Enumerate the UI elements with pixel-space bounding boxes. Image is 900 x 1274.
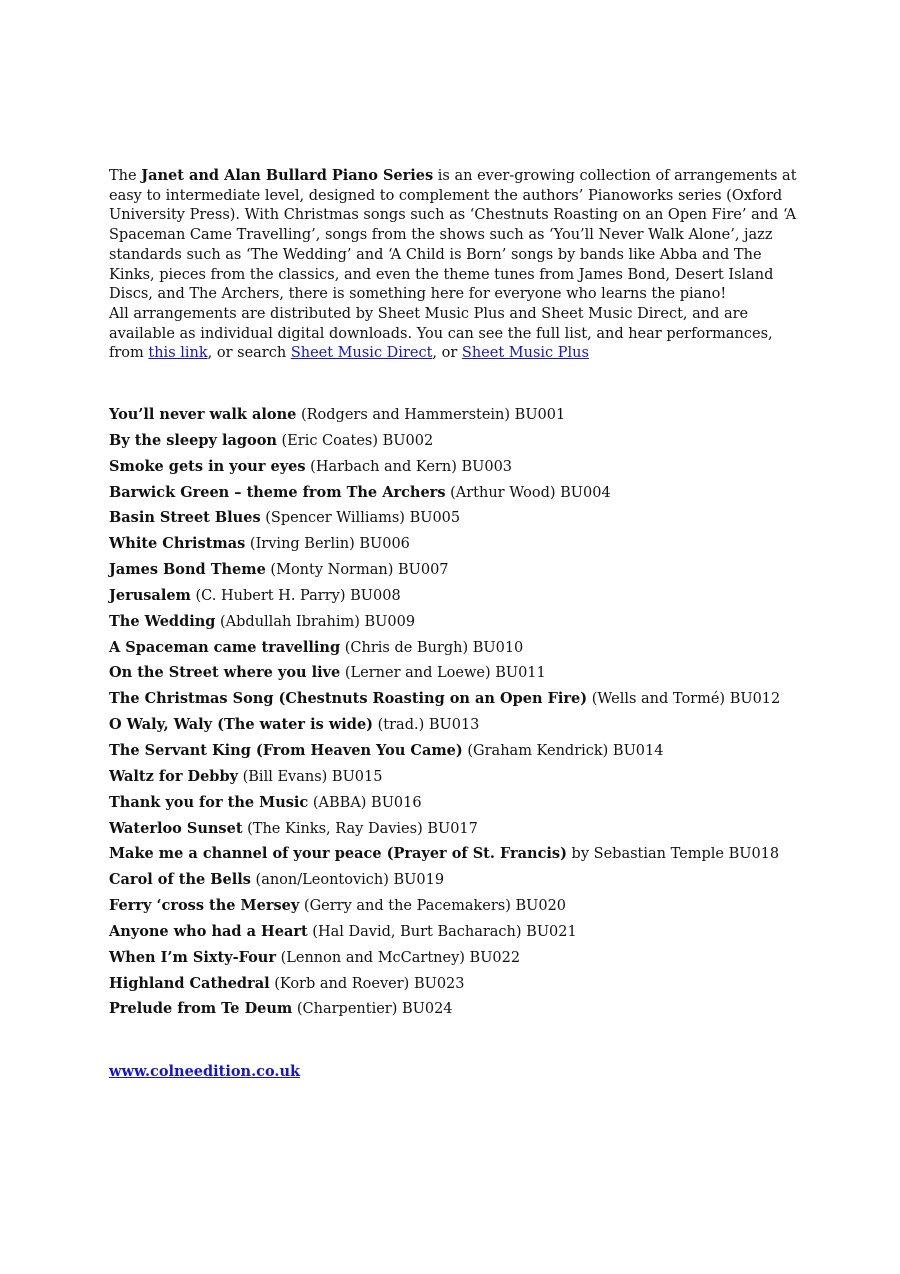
song-details: (Spencer Williams) BU005 [260, 510, 461, 527]
song-item [109, 686, 869, 712]
song-item [109, 454, 869, 480]
song-item [109, 635, 869, 661]
song-item [109, 531, 869, 557]
song-item [109, 816, 869, 842]
song-details: (Lerner and Loewe) BU011 [340, 665, 546, 682]
song-details: (Monty Norman) BU007 [265, 562, 449, 579]
song-list [109, 402, 869, 1022]
song-title: The Servant King (From Heaven You Came) [109, 741, 463, 759]
song-title: Jerusalem [109, 586, 191, 604]
song-title: Anyone who had a Heart [109, 922, 308, 940]
song-title: By the sleepy lagoon [109, 431, 277, 449]
song-title: Prelude from Te Deum [109, 1000, 293, 1018]
song-title: You’ll never walk alone [109, 406, 297, 423]
song-item [109, 428, 869, 454]
song-item [109, 790, 869, 816]
song-title: Make me a channel of your peace (Prayer of St. Francis) [109, 845, 567, 863]
intro-section [109, 166, 797, 364]
song-title: Thank you for the Music [109, 793, 309, 811]
song-details: (Irving Berlin) BU006 [245, 536, 410, 553]
song-title: The Christmas Song (Chestnuts Roasting on an Open Fire) [109, 690, 588, 708]
song-details: (Eric Coates) BU002 [276, 432, 434, 449]
distribution-text: , or search [207, 345, 291, 362]
song-title: Highland Cathedral [109, 974, 270, 992]
song-details: (Charpentier) BU024 [292, 1001, 453, 1018]
song-details: (C. Hubert H. Parry) BU008 [190, 587, 401, 604]
song-item [109, 867, 869, 893]
song-item [109, 609, 869, 635]
song-item [109, 841, 869, 867]
song-title: On the Street where you live [109, 664, 341, 682]
song-title: Carol of the Bells [109, 871, 251, 889]
song-details: (Harbach and Kern) BU003 [305, 458, 513, 475]
song-details: (anon/Leontovich) BU019 [250, 872, 445, 889]
song-item [109, 402, 869, 428]
song-details: (Arthur Wood) BU004 [445, 484, 611, 501]
song-details: (Gerry and the Pacemakers) BU020 [299, 898, 567, 915]
song-item [109, 505, 869, 531]
song-item [109, 557, 869, 583]
song-details: (Korb and Roever) BU023 [269, 975, 465, 992]
song-item [109, 583, 869, 609]
song-item [109, 893, 869, 919]
distribution-paragraph [109, 305, 797, 364]
song-details: (Chris de Burgh) BU010 [340, 639, 524, 656]
song-item [109, 764, 869, 790]
song-item [109, 971, 869, 997]
song-title: Waltz for Debby [109, 767, 239, 785]
song-title: When I’m Sixty-Four [109, 948, 276, 966]
song-details: (The Kinks, Ray Davies) BU017 [242, 820, 478, 837]
sheet-music-direct-link[interactable]: Sheet Music Direct [290, 345, 433, 362]
song-title: White Christmas [109, 535, 246, 553]
song-details: (Bill Evans) BU015 [238, 768, 383, 785]
song-title: A Spaceman came travelling [109, 638, 341, 656]
intro-text: The [109, 168, 142, 184]
song-details: (trad.) BU013 [373, 717, 480, 734]
song-item [109, 945, 869, 971]
song-item [109, 660, 869, 686]
song-title: O Waly, Waly (The water is wide) [109, 716, 374, 734]
song-details: by Sebastian Temple BU018 [566, 846, 780, 863]
song-title: The Wedding [109, 612, 216, 630]
song-details: (Rodgers and Hammerstein) BU001 [296, 407, 566, 423]
song-details: (Lennon and McCartney) BU022 [275, 949, 521, 966]
song-details: (Abdullah Ibrahim) BU009 [215, 613, 416, 630]
website-link[interactable]: www.colneedition.co.uk [109, 1063, 301, 1080]
song-item [109, 996, 869, 1022]
this-link[interactable]: this link [148, 345, 208, 362]
song-title: Ferry ‘cross the Mersey [109, 897, 300, 915]
song-title: Smoke gets in your eyes [109, 457, 306, 475]
distribution-text: All arrangements are distributed by Sheet Music Plus and Sheet Music Direct, and are available as individual digital downloads. You can see the full list, and hear performances, from [109, 305, 773, 362]
song-title: Barwick Green – theme from The Archers [109, 483, 446, 501]
song-details: (ABBA) BU016 [308, 794, 422, 811]
song-title: James Bond Theme [109, 561, 266, 579]
song-item [109, 919, 869, 945]
song-item [109, 738, 869, 764]
intro-paragraph [109, 166, 797, 305]
song-title: Basin Street Blues [109, 509, 261, 527]
song-item [109, 712, 869, 738]
distribution-text: , or [432, 345, 462, 362]
song-title: Waterloo Sunset [109, 819, 243, 837]
song-details: (Graham Kendrick) BU014 [462, 742, 664, 759]
sheet-music-plus-link[interactable]: Sheet Music Plus [461, 345, 589, 362]
series-name: Janet and Alan Bullard Piano Series [141, 167, 434, 184]
song-details: (Wells and Tormé) BU012 [587, 691, 781, 708]
intro-text: is an ever-growing collection of arrangements at easy to intermediate level, designed to complement the authors’ Pianoworks series (Oxford University Press). With Christmas songs such as ‘Chestnuts Roasting on an Open Fire’ and ‘A Spaceman Came Travelling’, songs from the shows such as ‘You’ll Never Walk Alone’, jazz standards such as ‘The Wedding’ and ‘A Child is Born’ songs by bands like Abba and The Kinks, pieces from the classics, and even the theme tunes from James Bond, Desert Island Discs, and The Archers, there is something here for everyone who learns the piano! [109, 168, 797, 303]
song-details: (Hal David, Burt Bacharach) BU021 [307, 923, 577, 940]
song-item [109, 480, 869, 506]
